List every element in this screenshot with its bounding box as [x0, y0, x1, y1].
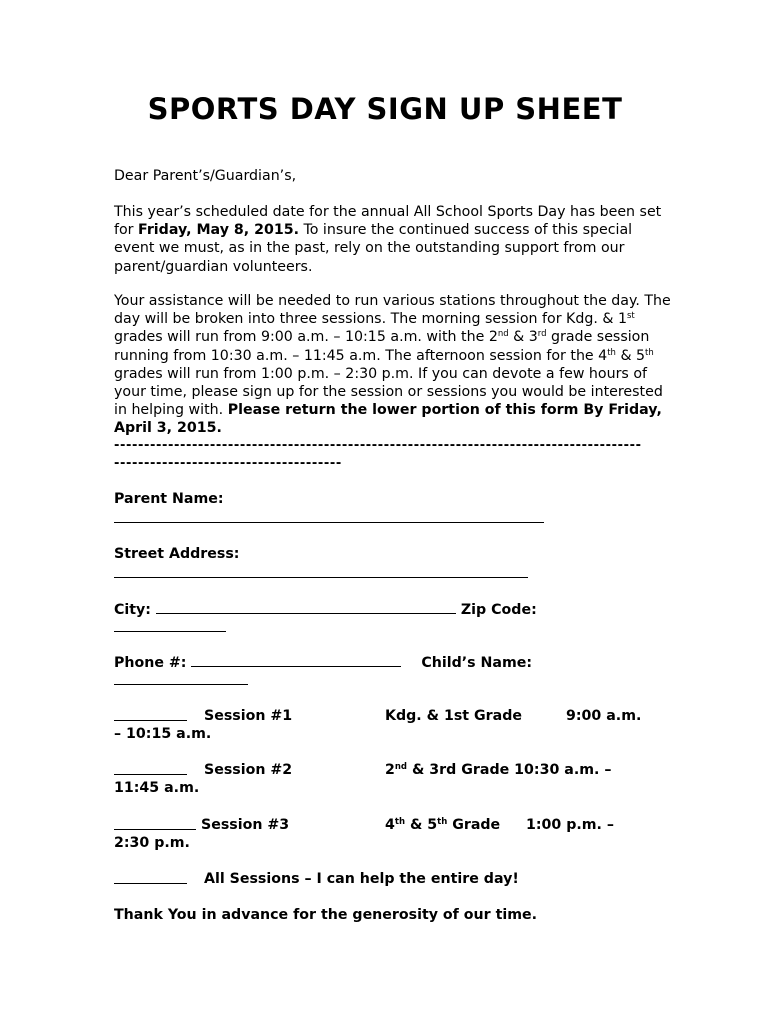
- session-1-blank[interactable]: [114, 707, 187, 721]
- details-text-6: grades will run from 1:00 p.m. – 2:30 p.m. If you can devote a few hours of your time, please sign up for the session or sessions you would be interested in helping with.: [114, 365, 663, 419]
- session-3-grade-sup-2: th: [437, 817, 448, 827]
- session-1-grade: Kdg. & 1st Grade: [385, 708, 522, 724]
- session-2-grade-text: & 3rd Grade: [407, 762, 515, 778]
- all-sessions-label: All Sessions – I can help the entire day!: [204, 871, 519, 887]
- session-1-end-time: – 10:15 a.m.: [114, 726, 212, 742]
- session-2-grade-sup: nd: [394, 762, 408, 772]
- session-2-end-time: 11:45 a.m.: [114, 780, 200, 796]
- street-address-field[interactable]: [114, 563, 528, 583]
- all-sessions-row: [114, 870, 187, 889]
- session-3-end-time: 2:30 p.m.: [114, 835, 190, 851]
- session-1-row: [114, 707, 187, 726]
- city-field[interactable]: [156, 599, 456, 614]
- return-deadline: Please return the lower portion of this form By Friday, April 3, 2015.: [114, 402, 662, 437]
- all-sessions-blank[interactable]: [114, 870, 187, 884]
- session-3-grade-end: Grade: [447, 817, 501, 833]
- child-name-field[interactable]: [114, 671, 248, 690]
- session-3-row: [114, 816, 196, 835]
- details-sup-3: rd: [537, 329, 547, 340]
- session-2-label: Session #2: [204, 762, 293, 778]
- session-2-blank[interactable]: [114, 761, 187, 775]
- session-2-grade-num: 2: [385, 762, 395, 778]
- thank-you-note: Thank You in advance for the generosity of our time.: [114, 907, 538, 923]
- phone-label: Phone #:: [114, 655, 187, 671]
- child-name-label: Child’s Name:: [421, 655, 533, 671]
- phone-field[interactable]: [191, 653, 401, 667]
- session-2-grade: [385, 761, 611, 779]
- intro-paragraph: [114, 203, 674, 276]
- phone-child-row: [114, 653, 532, 672]
- session-3-grade-sup: th: [394, 817, 405, 827]
- document-title: SPORTS DAY SIGN UP SHEET: [147, 92, 623, 126]
- details-sup-4: th: [607, 347, 616, 358]
- session-3-grade-text: & 5: [405, 817, 438, 833]
- details-text-3: & 3: [508, 329, 538, 346]
- event-date: Friday, May 8, 2015.: [138, 222, 299, 239]
- session-3-blank[interactable]: [114, 816, 196, 830]
- city-label: City:: [114, 602, 151, 618]
- greeting: Dear Parent’s/Guardian’s,: [114, 168, 297, 184]
- session-2-row: [114, 761, 187, 780]
- session-2-start-time: 10:30 a.m. –: [514, 762, 612, 778]
- cut-line-continued: --------------------------------------: [114, 456, 342, 471]
- details-text-5: & 5: [615, 347, 646, 364]
- cut-line: ----------------------------------------------------------------------------------------: [114, 438, 642, 453]
- details-text-4: grade session running from 10:30 a.m. – 11:45 a.m. The afternoon session for the 4: [114, 329, 650, 364]
- session-3-start-time: 1:00 p.m. –: [526, 817, 614, 833]
- zip-code-label: Zip Code:: [460, 602, 537, 618]
- zip-code-field[interactable]: [114, 617, 226, 637]
- session-3-label: Session #3: [201, 817, 290, 833]
- session-1-start-time: 9:00 a.m.: [566, 708, 642, 724]
- details-text-1: Your assistance will be needed to run various stations throughout the day. The day will be broken into three sessions. The morning session for Kdg. & 1: [114, 293, 671, 328]
- city-zip-row: [114, 599, 537, 619]
- details-paragraph: [114, 292, 674, 438]
- intro-text-2: To insure the continued success of this special event we must, as in the past, rely on the outstanding support from our parent/guardian volunteers.: [114, 222, 633, 275]
- intro-text-1: This year’s scheduled date for the annual All School Sports Day has been set for: [114, 204, 662, 239]
- parent-name-field[interactable]: [114, 508, 544, 528]
- street-address-label: Street Address:: [114, 546, 240, 562]
- session-1-label: Session #1: [204, 708, 293, 724]
- details-sup-1: st: [627, 311, 635, 322]
- details-text-2: grades will run from 9:00 a.m. – 10:15 a.m. with the 2: [114, 329, 498, 346]
- details-sup-2: nd: [497, 329, 509, 340]
- session-3-grade: [385, 816, 500, 834]
- details-sup-5: th: [645, 347, 654, 358]
- session-3-grade-num: 4: [385, 817, 395, 833]
- parent-name-label: Parent Name:: [114, 491, 224, 507]
